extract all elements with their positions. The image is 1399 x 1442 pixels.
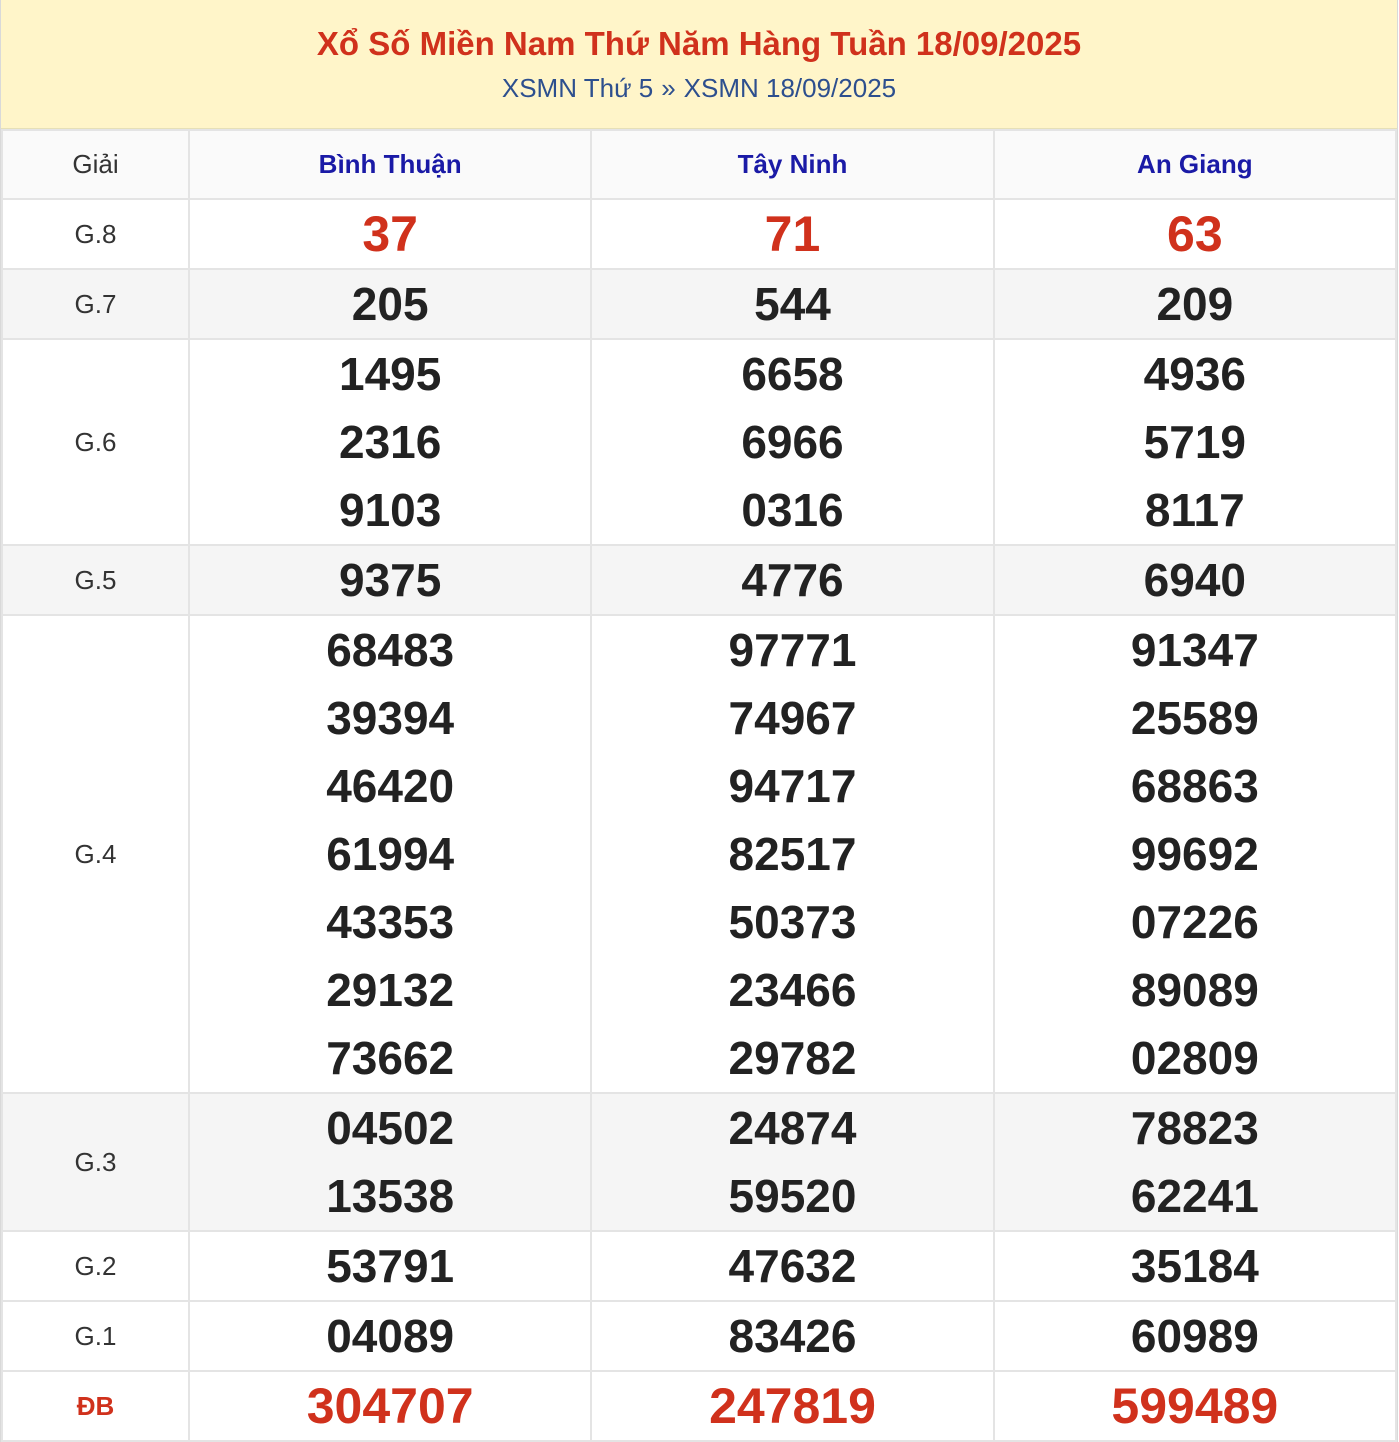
table-row xyxy=(2,1093,1396,1231)
breadcrumb-link-date[interactable]: XSMN 18/09/2025 xyxy=(683,73,897,103)
prize-number: 74967 xyxy=(728,692,857,744)
prize-number: 6940 xyxy=(1143,554,1246,606)
prize-label: G.2 xyxy=(2,1231,189,1301)
column-header-prize: Giải xyxy=(2,130,189,199)
prize-label: G.3 xyxy=(2,1093,189,1231)
prize-number: 9103 xyxy=(338,484,442,536)
result-cell xyxy=(994,545,1396,615)
result-cell xyxy=(591,269,993,339)
prize-number: 209 xyxy=(1156,278,1234,330)
table-row xyxy=(2,545,1396,615)
prize-number: 4776 xyxy=(741,554,844,606)
prize-number: 8117 xyxy=(1144,484,1245,536)
result-cell xyxy=(189,1231,591,1301)
result-cell xyxy=(591,339,993,545)
prize-number: 5719 xyxy=(1143,416,1246,468)
prize-number: 0316 xyxy=(741,484,844,536)
result-cell xyxy=(189,199,591,269)
prize-number: 82517 xyxy=(728,828,857,880)
prize-number: 37 xyxy=(362,206,418,262)
table-row xyxy=(2,1371,1396,1441)
column-header-province[interactable]: Tây Ninh xyxy=(591,130,993,199)
prize-number: 53791 xyxy=(326,1240,455,1292)
prize-number: 24874 xyxy=(728,1102,857,1154)
prize-number: 6658 xyxy=(741,348,844,400)
prize-label: G.7 xyxy=(2,269,189,339)
result-cell xyxy=(591,1371,993,1441)
special-prize-number: 247819 xyxy=(709,1378,876,1434)
prize-number: 68483 xyxy=(326,624,455,676)
prize-number: 2316 xyxy=(338,416,442,468)
prize-number: 50373 xyxy=(728,896,857,948)
breadcrumb-separator: » xyxy=(661,73,676,103)
prize-number: 29782 xyxy=(728,1032,857,1084)
result-cell xyxy=(591,199,993,269)
result-cell xyxy=(189,545,591,615)
breadcrumb xyxy=(1,72,1397,104)
table-row xyxy=(2,1301,1396,1371)
prize-number: 71 xyxy=(764,206,821,262)
results-header xyxy=(1,0,1397,129)
result-cell xyxy=(189,1371,591,1441)
prize-number: 94717 xyxy=(728,760,857,812)
result-cell xyxy=(591,615,993,1093)
results-table xyxy=(1,129,1397,1442)
prize-number: 47632 xyxy=(728,1240,857,1292)
prize-number: 89089 xyxy=(1130,964,1259,1016)
result-cell xyxy=(189,339,591,545)
prize-label: G.5 xyxy=(2,545,189,615)
result-cell xyxy=(591,1301,993,1371)
prize-label: G.1 xyxy=(2,1301,189,1371)
prize-number: 61994 xyxy=(326,828,455,880)
prize-number: 13538 xyxy=(326,1170,455,1222)
prize-number: 59520 xyxy=(728,1170,857,1222)
result-cell xyxy=(591,545,993,615)
result-cell xyxy=(994,615,1396,1093)
prize-number: 23466 xyxy=(728,964,857,1016)
prize-number: 78823 xyxy=(1130,1102,1259,1154)
prize-number: 1495 xyxy=(338,348,442,400)
prize-number: 39394 xyxy=(326,692,455,744)
special-prize-number: 599489 xyxy=(1111,1378,1279,1434)
prize-number: 9375 xyxy=(338,554,442,606)
prize-number: 68863 xyxy=(1130,760,1259,812)
prize-number: 35184 xyxy=(1130,1240,1259,1292)
prize-number: 83426 xyxy=(728,1310,857,1362)
prize-number: 46420 xyxy=(326,760,455,812)
result-cell xyxy=(189,1301,591,1371)
prize-label: G.8 xyxy=(2,199,189,269)
breadcrumb-link-thu5[interactable]: XSMN Thứ 5 xyxy=(501,73,654,103)
prize-label: ĐB xyxy=(2,1371,189,1441)
special-prize-number: 304707 xyxy=(306,1378,474,1434)
result-cell xyxy=(189,1093,591,1231)
prize-label: G.6 xyxy=(2,339,189,545)
prize-number: 62241 xyxy=(1130,1170,1259,1222)
result-cell xyxy=(994,269,1396,339)
table-row xyxy=(2,1231,1396,1301)
result-cell xyxy=(189,269,591,339)
table-header-row xyxy=(2,130,1396,199)
prize-number: 25589 xyxy=(1130,692,1259,744)
prize-number: 29132 xyxy=(326,964,455,1016)
prize-number: 07226 xyxy=(1130,896,1259,948)
prize-number: 99692 xyxy=(1130,828,1259,880)
table-row xyxy=(2,615,1396,1093)
result-cell xyxy=(994,199,1396,269)
table-row xyxy=(2,269,1396,339)
prize-number: 60989 xyxy=(1130,1310,1259,1362)
prize-number: 91347 xyxy=(1130,624,1259,676)
prize-number: 205 xyxy=(351,278,429,330)
prize-number: 04089 xyxy=(326,1310,455,1362)
table-row xyxy=(2,199,1396,269)
prize-label: G.4 xyxy=(2,615,189,1093)
prize-number: 73662 xyxy=(326,1032,455,1084)
prize-number: 544 xyxy=(754,278,831,330)
result-cell xyxy=(994,1301,1396,1371)
prize-number: 04502 xyxy=(326,1102,455,1154)
prize-number: 63 xyxy=(1167,206,1223,262)
column-header-province[interactable]: An Giang xyxy=(994,130,1396,199)
result-cell xyxy=(994,1093,1396,1231)
result-cell xyxy=(189,615,591,1093)
column-header-province[interactable]: Bình Thuận xyxy=(189,130,591,199)
prize-number: 97771 xyxy=(728,624,857,676)
result-cell xyxy=(591,1231,993,1301)
result-cell xyxy=(994,1371,1396,1441)
prize-number: 4936 xyxy=(1143,348,1246,400)
result-cell xyxy=(994,339,1396,545)
table-row xyxy=(2,339,1396,545)
page-title: Xổ Số Miền Nam Thứ Năm Hàng Tuần 18/09/2025 xyxy=(316,25,1082,62)
result-cell xyxy=(994,1231,1396,1301)
prize-number: 43353 xyxy=(326,896,455,948)
result-cell xyxy=(591,1093,993,1231)
prize-number: 6966 xyxy=(741,416,844,468)
prize-number: 02809 xyxy=(1130,1032,1259,1084)
